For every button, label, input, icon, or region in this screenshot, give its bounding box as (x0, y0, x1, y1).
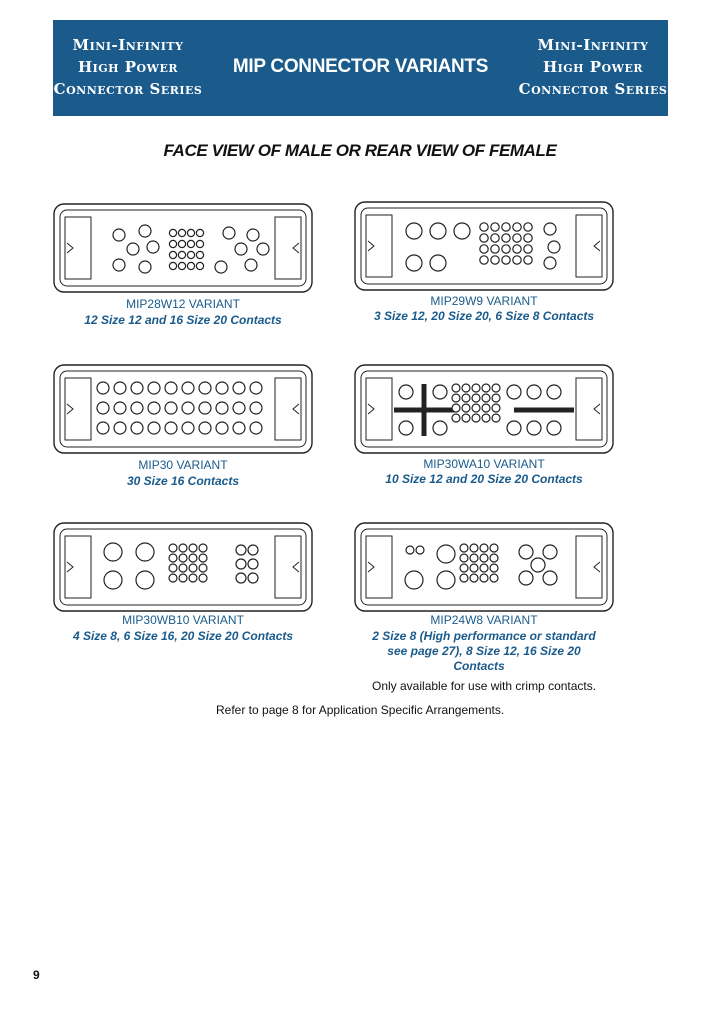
contact-cavity (216, 382, 228, 394)
contact-cavity (543, 545, 557, 559)
contact-cavity (199, 564, 207, 572)
right-key-block (576, 378, 602, 440)
contact-cavity (199, 554, 207, 562)
contact-cavity (179, 554, 187, 562)
contact-cavity (452, 394, 460, 402)
left-key-block (366, 215, 392, 277)
variant-description: 30 Size 16 Contacts (126, 474, 240, 488)
contact-cavity (502, 234, 510, 242)
connector-drawing-mip29w9 (354, 201, 614, 291)
contact-cavity (97, 422, 109, 434)
right-key-notch (293, 562, 299, 572)
right-key-notch (594, 404, 600, 414)
right-key-block (275, 217, 301, 279)
contact-cavity (148, 402, 160, 414)
contact-cavity (462, 404, 470, 412)
variant-description: 3 Size 12, 20 Size 20, 6 Size 8 Contacts (373, 309, 595, 323)
left-key-notch (67, 243, 73, 253)
contact-cavity (131, 422, 143, 434)
contact-cavity (113, 229, 125, 241)
contact-cavity (462, 394, 470, 402)
contact-cavity (113, 259, 125, 271)
contact-cavity (178, 229, 185, 236)
page-number: 9 (33, 968, 40, 982)
right-key-notch (594, 241, 600, 251)
contact-cavity (250, 422, 262, 434)
contact-cavity (169, 229, 176, 236)
contact-cavity (470, 564, 478, 572)
contact-cavity (480, 223, 488, 231)
contact-cavity (148, 382, 160, 394)
left-key-notch (368, 404, 374, 414)
left-key-block (366, 536, 392, 598)
right-key-block (576, 536, 602, 598)
contact-cavity (233, 422, 245, 434)
variant-description: 2 Size 8 (High performance or standard (372, 629, 596, 643)
contact-cavity (169, 240, 176, 247)
contact-cavity (519, 571, 533, 585)
contact-cavity (430, 255, 446, 271)
contact-cavity (131, 402, 143, 414)
contact-cavity (513, 234, 521, 242)
contact-cavity (165, 402, 177, 414)
contact-cavity (182, 402, 194, 414)
contact-cavity (472, 404, 480, 412)
contact-cavity (199, 382, 211, 394)
contact-cavity (491, 234, 499, 242)
contact-cavity (139, 225, 151, 237)
connector-drawing-mip30wa10 (354, 364, 614, 454)
contact-cavity (416, 546, 424, 554)
contact-cavity (136, 571, 154, 589)
variant-description: 12 Size 12 and 16 Size 20 Contacts (84, 313, 282, 327)
contact-cavity (233, 402, 245, 414)
connector-drawing-mip30 (53, 364, 313, 454)
contact-cavity (182, 382, 194, 394)
contact-cavity (406, 546, 414, 554)
contact-cavity (169, 554, 177, 562)
left-key-notch (368, 562, 374, 572)
contact-cavity (196, 262, 203, 269)
contact-cavity (460, 554, 468, 562)
contact-cavity (470, 574, 478, 582)
variant-description: see page 27), 8 Size 12, 16 Size 20 (387, 644, 581, 658)
contact-cavity (199, 574, 207, 582)
contact-cavity (187, 262, 194, 269)
refer-note: Refer to page 8 for Application Specific Arrangements. (216, 703, 505, 717)
contact-cavity (165, 422, 177, 434)
contact-cavity (524, 256, 532, 264)
series-line: Connector Series (518, 80, 668, 98)
contact-cavity (136, 543, 154, 561)
header-banner (53, 20, 668, 116)
variant-description: 4 Size 8, 6 Size 16, 20 Size 20 Contacts (72, 629, 294, 643)
contact-cavity (490, 564, 498, 572)
series-line: Mini-Infinity (537, 36, 649, 54)
contact-cavity (480, 574, 488, 582)
contact-cavity (248, 559, 258, 569)
contact-cavity (502, 245, 510, 253)
variant-name: MIP30 VARIANT (138, 458, 228, 472)
contact-cavity (480, 234, 488, 242)
contact-cavity (480, 544, 488, 552)
contact-cavity (437, 545, 455, 563)
contact-cavity (178, 251, 185, 258)
contact-cavity (216, 422, 228, 434)
contact-cavity (430, 223, 446, 239)
contact-cavity (482, 394, 490, 402)
contact-cavity (131, 382, 143, 394)
right-key-notch (293, 404, 299, 414)
contact-cavity (169, 262, 176, 269)
contact-cavity (452, 414, 460, 422)
contact-cavity (544, 223, 556, 235)
contact-cavity (178, 262, 185, 269)
left-key-notch (368, 241, 374, 251)
contact-cavity (233, 382, 245, 394)
contact-cavity (250, 382, 262, 394)
contact-cavity (236, 559, 246, 569)
contact-cavity (470, 554, 478, 562)
left-key-block (65, 536, 91, 598)
left-key-notch (67, 404, 73, 414)
contact-cavity (405, 571, 423, 589)
contact-cavity (248, 545, 258, 555)
contact-cavity (139, 261, 151, 273)
variant-name: MIP29W9 VARIANT (430, 294, 538, 308)
right-key-block (576, 215, 602, 277)
contact-cavity (544, 257, 556, 269)
contact-cavity (399, 421, 413, 435)
contact-cavity (178, 240, 185, 247)
contact-cavity (527, 421, 541, 435)
contact-cavity (257, 243, 269, 255)
series-line: Mini-Infinity (72, 36, 184, 54)
contact-cavity (480, 245, 488, 253)
contact-cavity (507, 385, 521, 399)
series-logo-left (53, 34, 203, 100)
right-key-block (275, 536, 301, 598)
contact-cavity (513, 223, 521, 231)
contact-cavity (148, 422, 160, 434)
contact-cavity (491, 223, 499, 231)
variant-description: Contacts (453, 659, 505, 673)
variant-name: MIP24W8 VARIANT (430, 613, 538, 627)
contact-cavity (492, 404, 500, 412)
contact-cavity (189, 544, 197, 552)
contact-cavity (250, 402, 262, 414)
contact-cavity (547, 421, 561, 435)
contact-cavity (492, 394, 500, 402)
contact-cavity (187, 240, 194, 247)
left-key-block (65, 378, 91, 440)
contact-cavity (531, 558, 545, 572)
contact-cavity (169, 251, 176, 258)
contact-cavity (480, 256, 488, 264)
contact-cavity (114, 422, 126, 434)
contact-cavity (490, 544, 498, 552)
contact-cavity (524, 245, 532, 253)
contact-cavity (513, 256, 521, 264)
contact-cavity (406, 255, 422, 271)
contact-cavity (507, 421, 521, 435)
contact-cavity (480, 554, 488, 562)
series-logo-right (518, 34, 668, 100)
contact-cavity (437, 571, 455, 589)
contact-cavity (472, 414, 480, 422)
contact-cavity (472, 384, 480, 392)
contact-cavity (187, 229, 194, 236)
section-subtitle: FACE VIEW OF MALE OR REAR VIEW OF FEMALE (163, 141, 557, 160)
contact-cavity (454, 223, 470, 239)
contact-cavity (519, 545, 533, 559)
right-key-block (275, 378, 301, 440)
contact-cavity (169, 574, 177, 582)
contact-cavity (502, 256, 510, 264)
contact-cavity (472, 394, 480, 402)
contact-cavity (460, 564, 468, 572)
right-key-notch (594, 562, 600, 572)
contact-cavity (199, 544, 207, 552)
contact-cavity (492, 414, 500, 422)
contact-cavity (97, 382, 109, 394)
contact-cavity (127, 243, 139, 255)
contact-cavity (399, 385, 413, 399)
variant-name: MIP28W12 VARIANT (126, 297, 240, 311)
series-line: High Power (542, 58, 644, 76)
contact-cavity (248, 573, 258, 583)
connector-drawing-mip30wb10 (53, 522, 313, 612)
series-line: High Power (77, 58, 179, 76)
contact-cavity (223, 227, 235, 239)
contact-cavity (189, 564, 197, 572)
contact-cavity (452, 404, 460, 412)
contact-cavity (433, 385, 447, 399)
contact-cavity (235, 243, 247, 255)
contact-cavity (513, 245, 521, 253)
contact-cavity (460, 544, 468, 552)
contact-cavity (527, 385, 541, 399)
right-key-notch (293, 243, 299, 253)
variant-description: 10 Size 12 and 20 Size 20 Contacts (385, 472, 583, 486)
variant-name: MIP30WB10 VARIANT (122, 613, 244, 627)
contact-cavity (236, 545, 246, 555)
contact-cavity (245, 259, 257, 271)
contact-cavity (490, 574, 498, 582)
contact-cavity (482, 404, 490, 412)
contact-cavity (492, 384, 500, 392)
contact-cavity (547, 385, 561, 399)
contact-cavity (491, 256, 499, 264)
left-key-block (366, 378, 392, 440)
contact-cavity (147, 241, 159, 253)
contact-cavity (524, 234, 532, 242)
contact-cavity (179, 564, 187, 572)
series-line: Connector Series (53, 80, 203, 98)
contact-cavity (462, 414, 470, 422)
contact-cavity (114, 382, 126, 394)
contact-cavity (169, 564, 177, 572)
contact-cavity (104, 543, 122, 561)
contact-cavity (482, 384, 490, 392)
variant-name: MIP30WA10 VARIANT (423, 457, 545, 471)
contact-cavity (524, 223, 532, 231)
contact-cavity (491, 245, 499, 253)
contact-cavity (548, 241, 560, 253)
contact-cavity (199, 402, 211, 414)
contact-cavity (179, 544, 187, 552)
contact-cavity (189, 554, 197, 562)
connector-drawing-mip28w12 (53, 203, 313, 293)
contact-cavity (189, 574, 197, 582)
contact-cavity (97, 402, 109, 414)
contact-cavity (196, 229, 203, 236)
contact-cavity (490, 554, 498, 562)
contact-cavity (179, 574, 187, 582)
contact-cavity (187, 251, 194, 258)
contact-cavity (196, 251, 203, 258)
contact-cavity (199, 422, 211, 434)
contact-cavity (215, 261, 227, 273)
contact-cavity (165, 382, 177, 394)
contact-cavity (482, 414, 490, 422)
contact-cavity (236, 573, 246, 583)
connector-drawing-mip24w8 (354, 522, 614, 612)
contact-cavity (182, 422, 194, 434)
contact-cavity (216, 402, 228, 414)
left-key-notch (67, 562, 73, 572)
contact-cavity (460, 574, 468, 582)
contact-cavity (462, 384, 470, 392)
contact-cavity (543, 571, 557, 585)
contact-cavity (502, 223, 510, 231)
contact-cavity (247, 229, 259, 241)
left-key-block (65, 217, 91, 279)
page-title: MIP CONNECTOR VARIANTS (232, 56, 489, 77)
contact-cavity (480, 564, 488, 572)
contact-cavity (406, 223, 422, 239)
contact-cavity (104, 571, 122, 589)
contact-cavity (470, 544, 478, 552)
contact-cavity (169, 544, 177, 552)
contact-cavity (196, 240, 203, 247)
crimp-note: Only available for use with crimp contacts. (372, 679, 597, 693)
contact-cavity (114, 402, 126, 414)
contact-cavity (452, 384, 460, 392)
contact-cavity (433, 421, 447, 435)
